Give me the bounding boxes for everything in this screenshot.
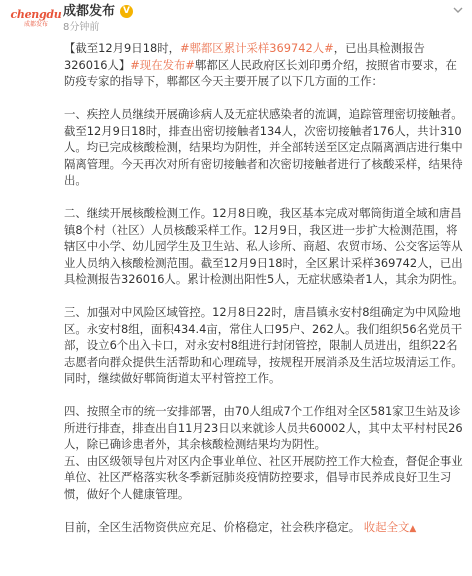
avatar-subtitle: 成都发布 xyxy=(23,21,48,28)
closing-text: 目前，全区生活物资供应充足、价格稳定，社会秩序稳定。 xyxy=(64,519,361,534)
collapse-button[interactable] xyxy=(364,520,417,534)
post-timestamp[interactable]: 8分钟前 xyxy=(63,22,100,33)
paragraph-spacer xyxy=(64,502,464,519)
paragraph-5: 五、由区级领导包片对区内企事业单位、社区开展防控工作大检查，督促企事业单位、社区严格落实秋冬季新冠肺炎疫情防控要求，倡导市民养成良好卫生习惯，做好个人健康管理。 xyxy=(64,453,463,501)
intro-text-1: 【截至12月9日18时， xyxy=(64,41,180,55)
verified-icon: V xyxy=(120,5,133,18)
paragraph-4: 四、按照全市的统一安排部署，由70人组成7个工作组对全区581家卫生站及诊所进行排查，排查出自11月23日以来就诊人员共60002人，其中太平村村民26人，除已确诊患者外，其余核酸检测结果均为阴性。 xyxy=(64,404,463,451)
post-header xyxy=(0,0,472,36)
paragraph-spacer xyxy=(64,387,464,404)
post-closing xyxy=(64,519,464,538)
intro-text-2: ，已出具检测报告326016人】 xyxy=(64,41,425,72)
post-body xyxy=(64,40,464,537)
avatar-brand-text: chengdu xyxy=(10,8,62,21)
hashtag-link[interactable]: #郫都区累计采样369742人# xyxy=(179,41,334,55)
paragraph-spacer xyxy=(64,90,464,107)
paragraph-1: 一、疾控人员继续开展确诊病人及无症状感染者的流调，追踪管理密切接触者。截至12月9日18时，排查出密切接触者134人，次密切接触者176人，共计310人。均已完成核酸检测，结果均为阴性，并全部转送至区定点隔离酒店进行集中隔离管理。今天再次对所有密切接触者和次密切接触者进行了核酸采样，结果待出。 xyxy=(64,107,463,187)
post-intro xyxy=(64,40,464,90)
paragraph-spacer xyxy=(64,288,464,305)
collapse-label: 收起全文 xyxy=(363,519,410,534)
avatar[interactable] xyxy=(10,4,62,34)
intro-text-3: 郫都区人民政府区长刘印勇介绍，按照省市要求，在防疫专家的指导下，郫都区今天主要开展了以下几方面的工作： xyxy=(64,57,457,88)
paragraph-3: 三、加强对中风险区域管控。12月8日22时，唐昌镇永安村8组确定为中风险地区。永安村8组，面积434.4亩，常住人口95户、262人。我们组织56名党员干部，设立6个出入卡口，对永安村8组进行封闭管控，限制人员进出，组织22名志愿者向群众提供生活帮助和心理疏导，按规程开展消杀及生活垃圾清运工作。同时，继续做好郫筒街道太平村管控工作。 xyxy=(64,305,463,385)
account-name[interactable]: 成都发布 xyxy=(63,4,116,19)
paragraph-spacer xyxy=(64,189,464,206)
hashtag-link[interactable]: #现在发布# xyxy=(130,57,195,72)
chevron-down-icon[interactable] xyxy=(452,4,464,16)
chevron-up-icon: ▲ xyxy=(409,523,417,534)
paragraph-2: 二、继续开展核酸检测工作。12月8日晚，我区基本完成对郫筒街道全域和唐昌镇8个村（社区）人员核酸采样工作。12月9日，我区进一步扩大检测范围，将辖区中小学、幼儿园学生及卫生站、私人诊所、商超、农贸市场、公交客运等从业人员纳入核酸检测范围。截至12月9日18时，全区累计采样369742人，已出具检测报告326016人。累计检测出阳性5人，无症状感染者1人，其余为阴性。 xyxy=(64,206,464,286)
